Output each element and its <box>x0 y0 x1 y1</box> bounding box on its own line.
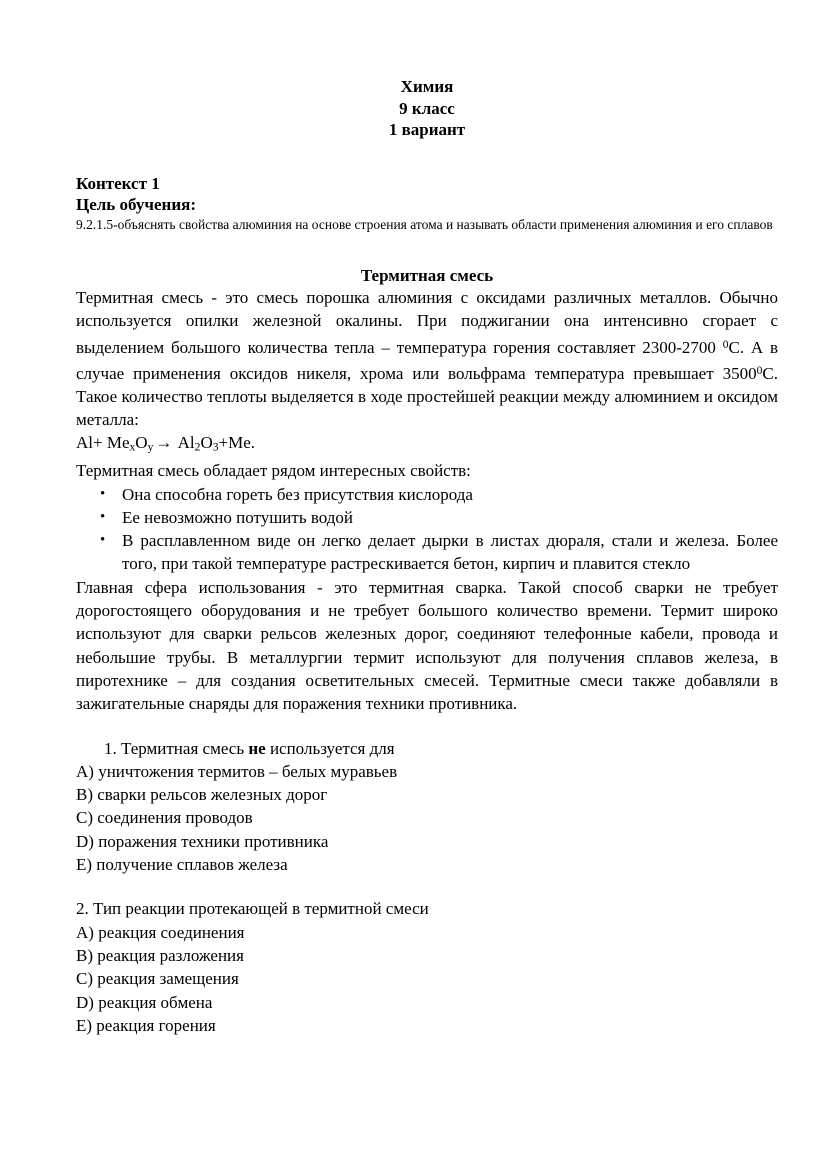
learning-objective-text: 9.2.1.5-объяснять свойства алюминия на основе строения атома и называть области применения алюминия и его сплавов <box>76 216 773 232</box>
question-1-option-b[interactable]: B) сварки рельсов железных дорог <box>76 785 328 805</box>
question-2-option-b[interactable]: B) реакция разложения <box>76 945 244 965</box>
question-2-option-a[interactable]: A) реакция соединения <box>76 922 245 942</box>
question-2-option-e[interactable]: E) реакция горения <box>76 1015 216 1035</box>
question-1-option-d[interactable]: D) поражения техники противника <box>76 831 329 851</box>
article-title: Термитная смесь <box>360 265 494 285</box>
document-title <box>76 76 778 141</box>
learning-objective-label: Цель обучения: <box>76 195 196 214</box>
question-2-option-d[interactable]: D) реакция обмена <box>76 992 213 1012</box>
question-1-stem <box>76 737 778 760</box>
question-1-option-c[interactable]: C) соединения проводов <box>76 808 253 828</box>
question-1-text-before: Термитная смесь <box>116 738 249 758</box>
list-item: • В расплавленном виде он легко делает дырки в листах дюраля, стали и железа. Более того, при такой температуре растрескивается бетон, кирпич и плавится стекло <box>76 529 778 576</box>
question-2-option-c[interactable]: C) реакция замещения <box>76 969 239 989</box>
context-label: Контекст 1 <box>76 173 160 193</box>
equation-tail: +Me. <box>218 433 255 453</box>
question-2-text-before: Тип реакции протекающей в термитной смеси <box>88 899 429 919</box>
article-paragraph-1-part-c: С. Такое количество теплоты выделяется в ходе простейшей реакции между алюминием и оксидом металла: <box>76 363 778 430</box>
article-paragraph-2: Главная сфера использования - это термитная сварка. Такой способ сварки не требует дорогостоящего оборудования и не требует большого количество времени. Термит широко используют для сварки рельсов железных дорог, соединяют телефонные кабели, провода и небольшие трубы. В металлургии термит используют для получения сплавов железа, в пиротехнике – для создания осветительных смесей. Термитные смеси также добавляли в зажигательные снаряды для поражения техники противника. <box>76 577 778 714</box>
equation-lead: Al+ Me <box>76 433 130 453</box>
equation-oxygen-2: O <box>200 433 213 453</box>
spacer <box>76 141 778 173</box>
properties-intro: Термитная смесь обладает рядом интересных свойств: <box>76 461 471 481</box>
equation-subscript-3: 3 <box>212 441 219 454</box>
chemical-equation <box>76 431 778 459</box>
question-1-text-after: используется для <box>265 738 395 758</box>
article-paragraph-1 <box>76 286 778 431</box>
list-item: • Она способна гореть без присутствия кислорода <box>76 483 778 506</box>
question-1-emphasis: не <box>248 738 266 758</box>
article-paragraph-1-part-a: Термитная смесь - это смесь порошка алюминия с оксидами различных металлов. Обычно используется опилки железной окалины. При поджигании она интенсивно сгорает с выделением большого количества тепла – температура горения составляет 2300-2700 <box>76 288 778 357</box>
document-title-line-subject: Химия <box>400 77 454 96</box>
list-item: • Ее невозможно потушить водой <box>76 506 778 529</box>
question-2-stem <box>76 897 778 920</box>
question-1-option-a[interactable]: A) уничтожения термитов – белых муравьев <box>76 761 398 781</box>
spacer <box>76 876 778 897</box>
question-2-number: 2. <box>76 899 89 919</box>
article-paragraph-1-part-b: С. А в случае применения оксидов никеля, хрома или вольфрама температура превышает 3500 <box>76 337 778 383</box>
equation-subscript-2: 2 <box>194 441 201 454</box>
equation-subscript-x: x <box>129 441 136 454</box>
document-title-line-grade: 9 класс <box>399 98 455 118</box>
equation-oxygen-1: O <box>135 433 148 453</box>
superscript-zero-2: 0 <box>756 363 763 377</box>
spacer <box>76 233 778 265</box>
superscript-zero-1: 0 <box>722 337 729 351</box>
document-title-line-variant: 1 вариант <box>388 120 466 139</box>
equation-aluminium: Al <box>174 433 195 453</box>
properties-list <box>76 483 778 576</box>
question-1-number: 1. <box>104 738 117 758</box>
question-1-option-e[interactable]: E) получение сплавов железа <box>76 855 288 875</box>
equation-arrow-icon: → <box>155 433 173 453</box>
document-content <box>76 76 778 1037</box>
equation-subscript-y: y <box>147 441 154 454</box>
spacer <box>76 716 778 737</box>
